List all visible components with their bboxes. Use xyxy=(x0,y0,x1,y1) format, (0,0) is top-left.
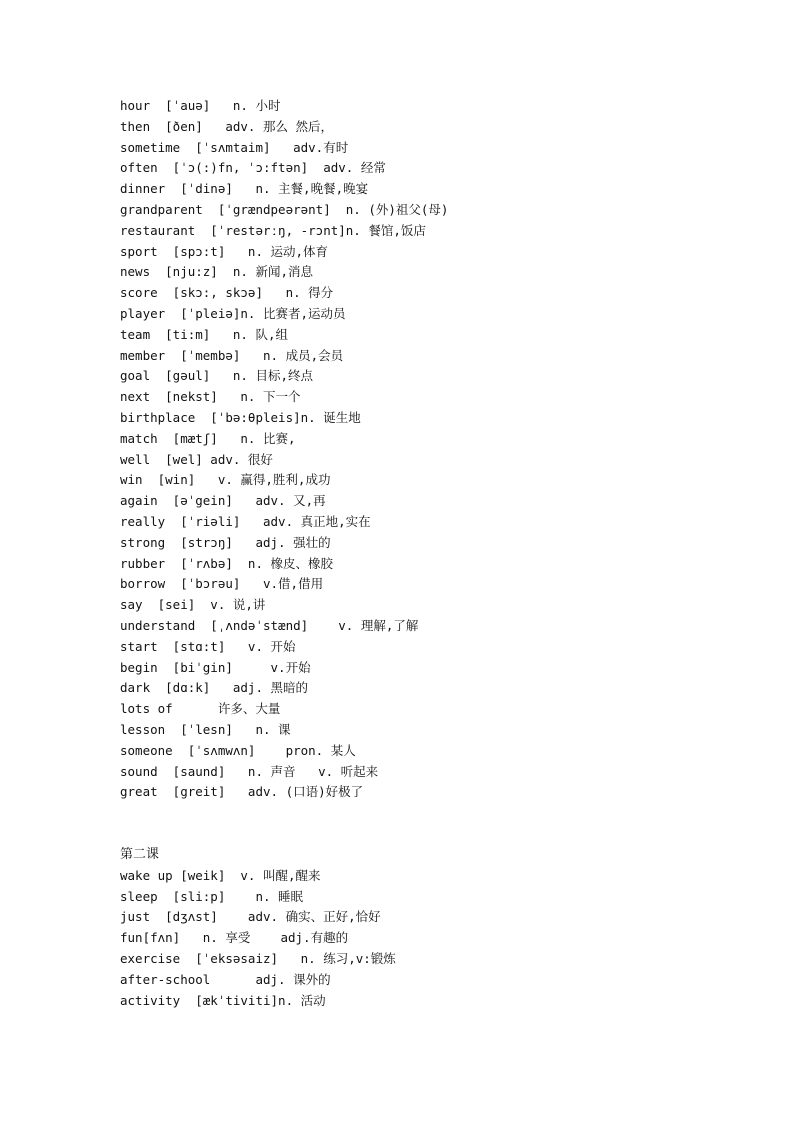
section-heading: 第二课 xyxy=(120,847,160,862)
vocab-entry: begin [biˈgin] v.开始 xyxy=(120,659,311,675)
vocab-entry: exercise [ˈeksəsaiz] n. 练习,v:锻炼 xyxy=(120,950,396,966)
vocab-entry: activity [ækˈtiviti]n. 活动 xyxy=(120,992,326,1008)
vocab-entry: really [ˈriəli] adv. 真正地,实在 xyxy=(120,513,371,529)
vocab-entry: restaurant [ˈrestərːŋ, -rɔnt]n. 餐馆,饭店 xyxy=(120,222,426,238)
vocab-entry: member [ˈmembə] n. 成员,会员 xyxy=(120,347,344,363)
vocab-entry: sleep [sli:p] n. 睡眠 xyxy=(120,888,304,904)
vocab-entry: start [stɑ:t] v. 开始 xyxy=(120,638,296,654)
vocabulary-list-lesson-2 xyxy=(120,845,720,1011)
vocab-entry: dinner [ˈdinə] n. 主餐,晚餐,晚宴 xyxy=(120,181,369,197)
vocab-entry: well [wel] adv. 很好 xyxy=(120,451,273,467)
vocab-entry: then [ðen] adv. 那么 然后， xyxy=(120,118,334,134)
vocab-entry: hour [ˈauə] n. 小时 xyxy=(120,98,281,113)
vocab-entry: grandparent [ˈgrændpeərənt] n. (外)祖父(母) xyxy=(120,201,449,217)
vocab-entry: next [nekst] n. 下一个 xyxy=(120,389,301,405)
vocab-entry: wake up [weik] v. 叫醒,醒来 xyxy=(120,867,321,883)
vocab-entry: score [skɔ:, skɔə] n. 得分 xyxy=(120,285,334,301)
vocab-entry: birthplace [ˈbə:θpleis]n. 诞生地 xyxy=(120,409,361,425)
vocabulary-list-lesson-1 xyxy=(120,96,720,803)
vocab-entry: player [ˈpleiə]n. 比赛者,运动员 xyxy=(120,305,346,321)
vocab-entry: say [sei] v. 说,讲 xyxy=(120,597,266,613)
vocab-entry: often [ˈɔ(:)fn, ˈɔ:ftən] adv. 经常 xyxy=(120,160,386,176)
vocab-entry: sport [spɔ:t] n. 运动,体育 xyxy=(120,243,329,259)
vocab-entry: dark [dɑ:k] adj. 黑暗的 xyxy=(120,680,309,696)
vocab-entry: lots of 许多、大量 xyxy=(120,701,281,717)
vocab-entry: fun[fʌn] n. 享受 adj.有趣的 xyxy=(120,930,349,946)
vocab-entry: great [greit] adv. (口语)好极了 xyxy=(120,784,364,800)
vocab-entry: after-school adj. 课外的 xyxy=(120,971,331,987)
vocab-entry: match [mætʃ] n. 比赛, xyxy=(120,430,296,446)
vocab-entry: lesson [ˈlesn] n. 课 xyxy=(120,721,291,737)
vocab-entry: sometime [ˈsʌmtaim] adv.有时 xyxy=(120,139,349,155)
vocab-entry: win [win] v. 赢得,胜利,成功 xyxy=(120,472,331,488)
vocab-entry: again [əˈgein] adv. 又,再 xyxy=(120,493,326,509)
vocab-entry: news [nju:z] n. 新闻,消息 xyxy=(120,264,313,280)
vocab-entry: goal [gəul] n. 目标,终点 xyxy=(120,368,313,384)
vocab-entry: rubber [ˈrʌbə] n. 橡皮、橡胶 xyxy=(120,555,334,571)
vocab-entry: just [dʒʌst] adv. 确实、正好,恰好 xyxy=(120,909,381,925)
vocab-entry: sound [saund] n. 声音 v. 听起来 xyxy=(120,763,379,779)
vocab-entry: strong [strɔŋ] adj. 强壮的 xyxy=(120,534,331,550)
vocab-entry: team [ti:m] n. 队,组 xyxy=(120,326,288,342)
vocab-entry: someone [ˈsʌmwʌn] pron. 某人 xyxy=(120,742,356,758)
vocab-entry: borrow [ˈbɔrəu] v.借,借用 xyxy=(120,576,324,592)
vocab-entry: understand [ˌʌndəˈstænd] v. 理解,了解 xyxy=(120,617,419,633)
